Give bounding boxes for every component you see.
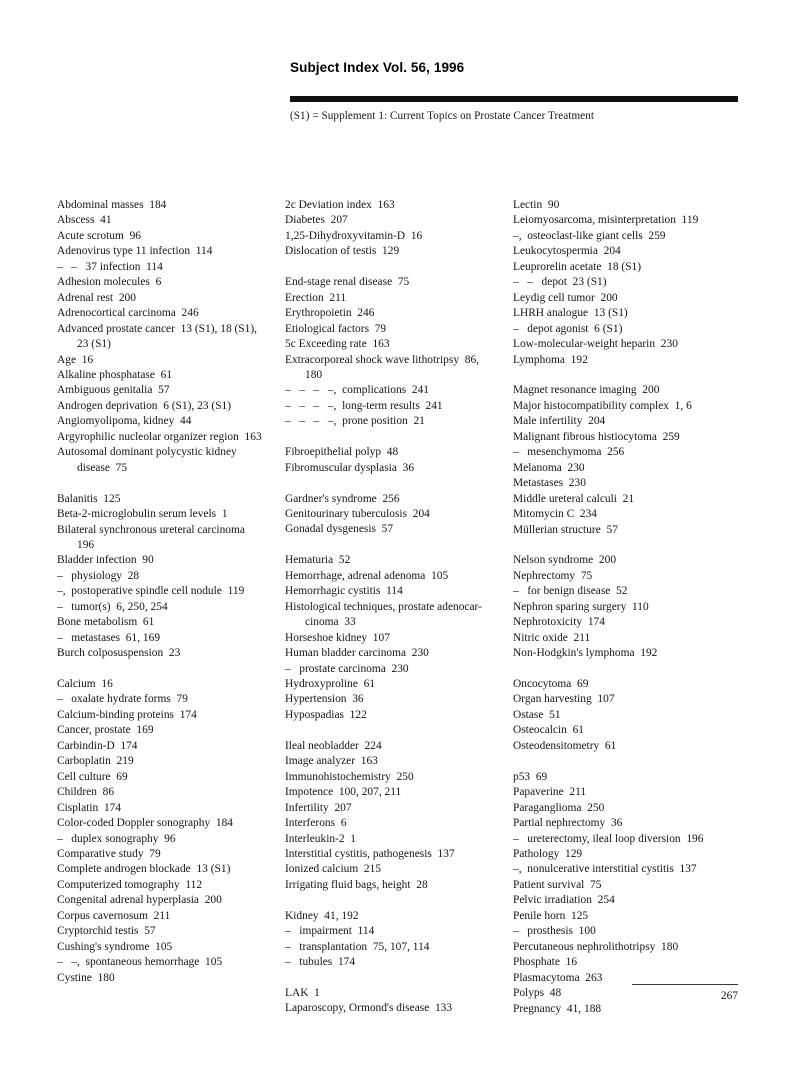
index-entry: Argyrophilic nucleolar organizer region 163 bbox=[57, 430, 262, 443]
index-entry: – – – –, prone position 21 bbox=[285, 415, 425, 428]
index-entry: –, osteoclast-like giant cells 259 bbox=[513, 229, 666, 242]
index-entry: Bladder infection 90 bbox=[57, 554, 154, 567]
index-entry: Malignant fibrous histiocytoma 259 bbox=[513, 430, 680, 443]
index-entry: Patient survival 75 bbox=[513, 878, 602, 891]
index-entry: Polyps 48 bbox=[513, 987, 562, 1000]
index-entry: End-stage renal disease 75 bbox=[285, 276, 410, 289]
index-entry: – oxalate hydrate forms 79 bbox=[57, 693, 188, 706]
index-entry: Irrigating fluid bags, height 28 bbox=[285, 878, 428, 891]
index-entry: Hemorrhage, adrenal adenoma 105 bbox=[285, 569, 449, 582]
index-entry: Male infertility 204 bbox=[513, 415, 606, 428]
index-entry: Ambiguous genitalia 57 bbox=[57, 384, 170, 397]
index-entry: Adrenocortical carcinoma 246 bbox=[57, 307, 199, 320]
index-letter-gap bbox=[57, 662, 283, 677]
index-entry: Erythropoietin 246 bbox=[285, 307, 375, 320]
index-entry: Carbindin-D 174 bbox=[57, 739, 138, 752]
index-entry: Corpus cavernosum 211 bbox=[57, 909, 171, 922]
index-entry: Burch colposuspension 23 bbox=[57, 647, 181, 660]
index-entry: Pathology 129 bbox=[513, 847, 583, 860]
index-entry: Histological techniques, prostate adenocar- bbox=[285, 600, 482, 613]
index-entry: – physiology 28 bbox=[57, 569, 140, 582]
index-entry: Adrenal rest 200 bbox=[57, 291, 136, 304]
index-entry: Ostase 51 bbox=[513, 708, 561, 721]
index-entry: Leuprorelin acetate 18 (S1) bbox=[513, 260, 642, 273]
index-entry: Cushing's syndrome 105 bbox=[57, 940, 173, 953]
index-entry: Horseshoe kidney 107 bbox=[285, 631, 390, 644]
index-entry: 2c Deviation index 163 bbox=[285, 199, 395, 211]
index-entry: – – depot 23 (S1) bbox=[513, 276, 607, 289]
index-entry: Computerized tomography 112 bbox=[57, 878, 203, 891]
index-entry: Androgen deprivation 6 (S1), 23 (S1) bbox=[57, 399, 232, 412]
index-entry: – tumor(s) 6, 250, 254 bbox=[57, 600, 168, 613]
index-entry: – metastases 61, 169 bbox=[57, 631, 161, 644]
index-letter-gap bbox=[285, 893, 511, 908]
index-entry: – depot agonist 6 (S1) bbox=[513, 322, 623, 335]
index-entry: Abscess 41 bbox=[57, 214, 112, 227]
index-entry: Calcium-binding proteins 174 bbox=[57, 708, 197, 721]
index-entry: LAK 1 bbox=[285, 987, 320, 999]
index-entry: Ileal neobladder 224 bbox=[285, 739, 382, 752]
index-entry: Calcium 16 bbox=[57, 678, 113, 691]
index-entry: Mitomycin C 234 bbox=[513, 508, 598, 521]
index-letter-gap bbox=[285, 430, 511, 445]
index-entry: Cancer, prostate 169 bbox=[57, 724, 154, 737]
index-entry: Middle ureteral calculi 21 bbox=[513, 492, 635, 505]
index-letter-gap bbox=[513, 754, 753, 769]
index-letter-gap bbox=[513, 368, 753, 383]
index-entry: Penile horn 125 bbox=[513, 909, 589, 922]
index-column-1 bbox=[57, 198, 283, 986]
index-entry: Plasmacytoma 263 bbox=[513, 971, 603, 984]
index-entry-continuation: 196 bbox=[77, 538, 95, 551]
index-entry: – prostate carcinoma 230 bbox=[285, 662, 409, 675]
index-entry: Laparoscopy, Ormond's disease 133 bbox=[285, 1002, 453, 1015]
index-entry: Interleukin-2 1 bbox=[285, 832, 357, 845]
index-entry: Bilateral synchronous ureteral carcinoma bbox=[57, 523, 245, 536]
index-entry: Dislocation of testis 129 bbox=[285, 245, 400, 258]
index-entry: Gonadal dysgenesis 57 bbox=[285, 523, 394, 536]
index-entry: – for benign disease 52 bbox=[513, 585, 628, 598]
index-entry: Papaverine 211 bbox=[513, 786, 587, 799]
index-entry: – prosthesis 100 bbox=[513, 925, 596, 938]
index-entry: Pregnancy 41, 188 bbox=[513, 1002, 602, 1015]
index-entry: 5c Exceeding rate 163 bbox=[285, 338, 390, 351]
index-column-2 bbox=[285, 198, 511, 1017]
index-entry: Carboplatin 219 bbox=[57, 755, 134, 768]
index-entry: – tubules 174 bbox=[285, 956, 356, 969]
page-title: Subject Index Vol. 56, 1996 bbox=[290, 60, 465, 75]
title-divider-rule bbox=[290, 96, 738, 102]
index-entry: Adenovirus type 11 infection 114 bbox=[57, 245, 213, 258]
index-entry: Autosomal dominant polycystic kidney bbox=[57, 446, 237, 459]
index-entry: Erection 211 bbox=[285, 291, 347, 304]
index-entry-continuation: cinoma 33 bbox=[305, 616, 356, 629]
index-entry: Nephrectomy 75 bbox=[513, 569, 593, 582]
index-entry: Melanoma 230 bbox=[513, 461, 585, 474]
index-entry: Leukocytospermia 204 bbox=[513, 245, 621, 258]
index-entry: Age 16 bbox=[57, 353, 94, 366]
index-entry: Cystine 180 bbox=[57, 971, 115, 984]
index-entry: Leiomyosarcoma, misinterpretation 119 bbox=[513, 214, 699, 227]
index-entry: Complete androgen blockade 13 (S1) bbox=[57, 863, 231, 876]
index-entry: Impotence 100, 207, 211 bbox=[285, 786, 402, 799]
index-entry: Alkaline phosphatase 61 bbox=[57, 368, 173, 381]
index-entry: Metastases 230 bbox=[513, 477, 586, 490]
index-entry: Oncocytoma 69 bbox=[513, 678, 589, 690]
index-entry: Etiological factors 79 bbox=[285, 322, 387, 335]
index-entry: Abdominal masses 184 bbox=[57, 199, 167, 211]
index-entry: Hypertension 36 bbox=[285, 693, 364, 706]
index-entry: Paraganglioma 250 bbox=[513, 801, 605, 814]
index-entry: – transplantation 75, 107, 114 bbox=[285, 940, 430, 953]
index-entry: Genitourinary tuberculosis 204 bbox=[285, 508, 430, 521]
index-entry: Müllerian structure 57 bbox=[513, 523, 618, 536]
index-entry: Balanitis 125 bbox=[57, 492, 121, 505]
index-entry: Non-Hodgkin's lymphoma 192 bbox=[513, 647, 658, 660]
index-entry: Pelvic irradiation 254 bbox=[513, 894, 615, 907]
index-entry: Color-coded Doppler sonography 184 bbox=[57, 817, 234, 830]
index-entry: Kidney 41, 192 bbox=[285, 909, 359, 922]
index-entry: Cisplatin 174 bbox=[57, 801, 122, 814]
index-entry: Human bladder carcinoma 230 bbox=[285, 647, 429, 660]
supplement-note: (S1) = Supplement 1: Current Topics on Prostate Cancer Treatment bbox=[290, 110, 595, 122]
index-entry: Bone metabolism 61 bbox=[57, 616, 155, 629]
index-entry: Image analyzer 163 bbox=[285, 755, 378, 768]
index-entry: Gardner's syndrome 256 bbox=[285, 492, 400, 505]
index-letter-gap bbox=[285, 476, 511, 491]
index-letter-gap bbox=[285, 971, 511, 986]
index-entry: Infertility 207 bbox=[285, 801, 352, 814]
index-entry: Phosphate 16 bbox=[513, 956, 578, 969]
page-number: 267 bbox=[720, 990, 738, 1002]
index-entry: Nephrotoxicity 174 bbox=[513, 616, 605, 629]
index-entry: Hemorrhagic cystitis 114 bbox=[285, 585, 403, 598]
index-entry: Organ harvesting 107 bbox=[513, 693, 615, 706]
index-entry: Lectin 90 bbox=[513, 199, 560, 211]
index-entry: Osteodensitometry 61 bbox=[513, 739, 617, 752]
index-letter-gap bbox=[513, 662, 753, 677]
footer-divider-rule bbox=[632, 984, 738, 985]
index-entry: Interstitial cystitis, pathogenesis 137 bbox=[285, 847, 455, 860]
index-entry: – duplex sonography 96 bbox=[57, 832, 176, 845]
index-entry: – – 37 infection 114 bbox=[57, 260, 163, 273]
index-entry: Angiomyolipoma, kidney 44 bbox=[57, 415, 192, 428]
index-entry: – mesenchymoma 256 bbox=[513, 446, 625, 459]
index-entry: Adhesion molecules 6 bbox=[57, 276, 162, 289]
index-entry-continuation: 23 (S1) bbox=[77, 338, 111, 351]
index-entry: Hematuria 52 bbox=[285, 554, 351, 567]
index-entry: Acute scrotum 96 bbox=[57, 229, 141, 242]
index-entry: Cryptorchid testis 57 bbox=[57, 925, 156, 938]
index-entry: Fibroepithelial polyp 48 bbox=[285, 446, 399, 459]
index-letter-gap bbox=[285, 723, 511, 738]
index-entry: Children 86 bbox=[57, 786, 115, 799]
index-entry: Nelson syndrome 200 bbox=[513, 554, 617, 567]
index-entry: Congenital adrenal hyperplasia 200 bbox=[57, 894, 222, 907]
index-entry: Immunohistochemistry 250 bbox=[285, 770, 414, 783]
index-letter-gap bbox=[513, 538, 753, 553]
index-entry: Osteocalcin 61 bbox=[513, 724, 585, 737]
index-entry: Hypospadias 122 bbox=[285, 708, 367, 721]
index-letter-gap bbox=[285, 538, 511, 553]
index-entry: –, postoperative spindle cell nodule 119 bbox=[57, 585, 245, 598]
index-entry: Comparative study 79 bbox=[57, 848, 161, 860]
index-entry: Ionized calcium 215 bbox=[285, 863, 382, 876]
index-entry: –, nonulcerative interstitial cystitis 137 bbox=[513, 863, 697, 876]
index-entry: Nitric oxide 211 bbox=[513, 631, 591, 644]
index-entry: LHRH analogue 13 (S1) bbox=[513, 307, 628, 320]
index-entry: Partial nephrectomy 36 bbox=[513, 817, 623, 830]
index-entry: Cell culture 69 bbox=[57, 770, 128, 783]
index-entry-continuation: disease 75 bbox=[77, 461, 128, 474]
index-entry: 1,25-Dihydroxyvitamin-D 16 bbox=[285, 229, 423, 242]
index-entry: Hydroxyproline 61 bbox=[285, 677, 376, 690]
index-entry: – –, spontaneous hemorrhage 105 bbox=[57, 956, 223, 969]
index-entry: Low-molecular-weight heparin 230 bbox=[513, 338, 678, 351]
index-entry: – impairment 114 bbox=[285, 925, 375, 938]
index-entry: Leydig cell tumor 200 bbox=[513, 291, 618, 304]
index-column-3 bbox=[513, 198, 753, 1017]
index-entry: – – – –, complications 241 bbox=[285, 384, 429, 397]
index-entry: Beta-2-microglobulin serum levels 1 bbox=[57, 508, 228, 521]
index-entry: – – – –, long-term results 241 bbox=[285, 399, 443, 412]
index-entry-continuation: 180 bbox=[305, 368, 323, 381]
index-letter-gap bbox=[285, 260, 511, 275]
index-entry: Advanced prostate cancer 13 (S1), 18 (S1), bbox=[57, 322, 258, 335]
index-entry: Magnet resonance imaging 200 bbox=[513, 384, 660, 397]
index-entry: Diabetes 207 bbox=[285, 214, 348, 227]
index-entry: Interferons 6 bbox=[285, 817, 347, 830]
index-entry: Extracorporeal shock wave lithotripsy 86, bbox=[285, 353, 480, 366]
index-letter-gap bbox=[57, 476, 283, 491]
index-entry: Nephron sparing surgery 110 bbox=[513, 600, 649, 613]
index-entry: – ureterectomy, ileal loop diversion 196 bbox=[513, 832, 704, 845]
index-entry: p53 69 bbox=[513, 770, 548, 783]
index-entry: Lymphoma 192 bbox=[513, 353, 588, 366]
index-entry: Major histocompatibility complex 1, 6 bbox=[513, 399, 692, 412]
index-entry: Fibromuscular dysplasia 36 bbox=[285, 461, 415, 474]
index-entry: Percutaneous nephrolithotripsy 180 bbox=[513, 940, 679, 953]
